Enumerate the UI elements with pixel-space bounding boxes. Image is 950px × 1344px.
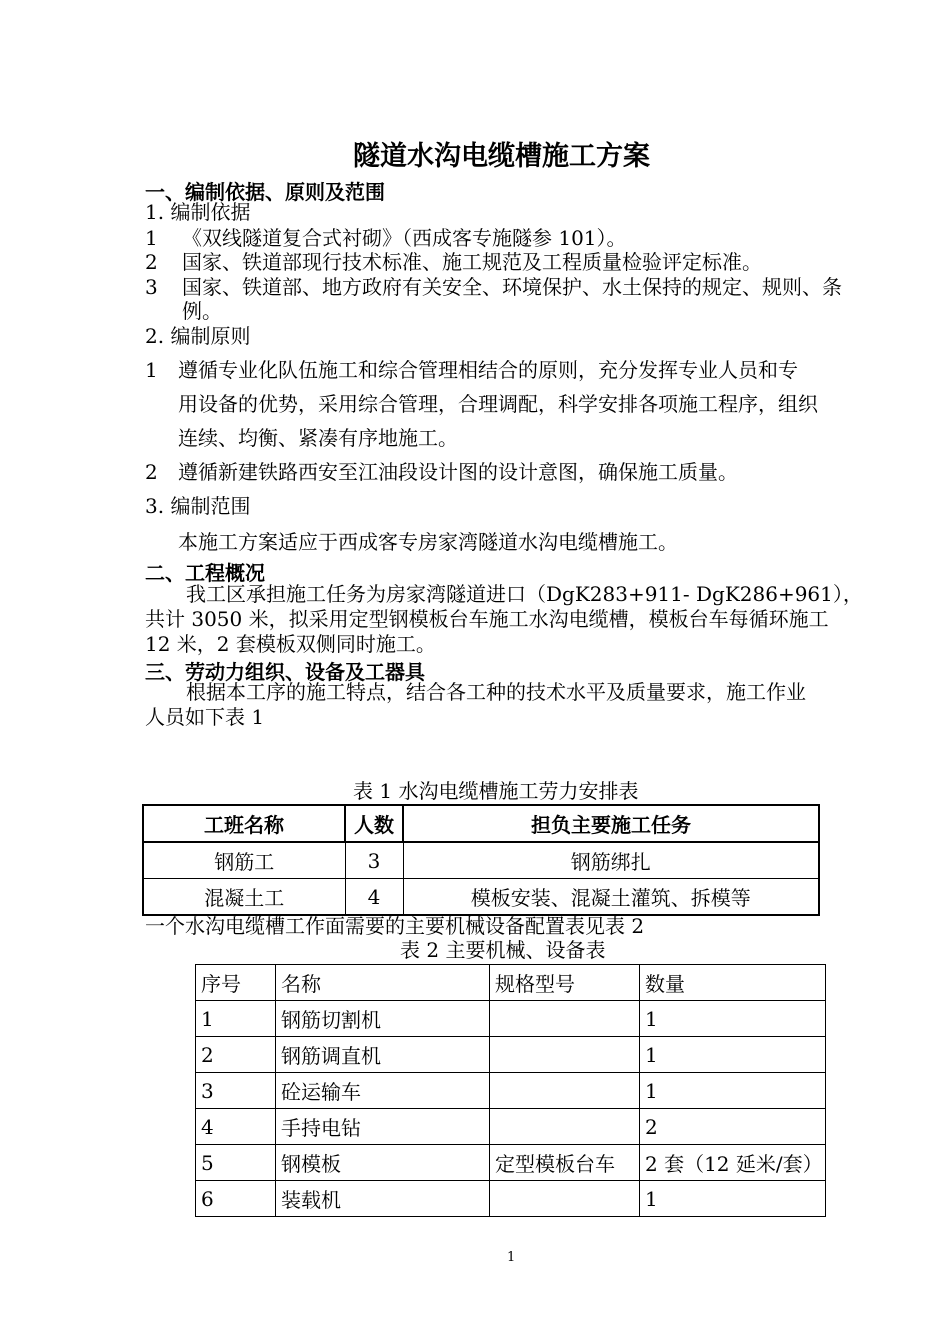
table-cell: 模板安装、混凝土灌筑、拆模等 — [403, 879, 819, 916]
overview-line-1: 我工区承担施工任务为房家湾隧道进口（DgK283+911- DgK286+961）， — [186, 582, 863, 606]
equipment-intro: 一个水沟电缆槽工作面需要的主要机械设备配置表见表 2 — [145, 914, 645, 938]
table-header-cell: 人数 — [345, 805, 403, 842]
table-header-cell: 工班名称 — [143, 805, 345, 842]
table-cell: 装载机 — [276, 1181, 490, 1217]
table-header-row — [196, 965, 826, 1001]
table-row — [196, 1181, 826, 1217]
table-cell — [490, 1181, 640, 1217]
table-cell: 钢筋调直机 — [276, 1037, 490, 1073]
scope-text: 本施工方案适应于西成客专房家湾隧道水沟电缆槽施工。 — [178, 530, 678, 554]
table-cell: 1 — [640, 1037, 826, 1073]
table-row — [196, 1073, 826, 1109]
subsection-principle: 2. 编制原则 — [145, 324, 251, 348]
table-cell: 砼运输车 — [276, 1073, 490, 1109]
table-1-caption: 表 1 水沟电缆槽施工劳力安排表 — [353, 779, 639, 803]
subsection-basis: 1. 编制依据 — [145, 200, 251, 224]
subsection-scope: 3. 编制范围 — [145, 494, 251, 518]
table-cell: 1 — [196, 1001, 276, 1037]
table-cell: 手持电钻 — [276, 1109, 490, 1145]
table-cell: 1 — [640, 1181, 826, 1217]
table-cell: 钢筋工 — [143, 842, 345, 879]
principle-1-line-1: 遵循专业化队伍施工和综合管理相结合的原则，充分发挥专业人员和专 — [178, 358, 798, 382]
table-row — [196, 1145, 826, 1181]
labor-line-2: 人员如下表 1 — [145, 705, 265, 729]
table-cell — [490, 1109, 640, 1145]
table-cell: 钢筋切割机 — [276, 1001, 490, 1037]
basis-item-3-cont: 例。 — [182, 299, 222, 323]
page-number: 1 — [507, 1250, 516, 1265]
table-cell: 4 — [345, 879, 403, 916]
section-1-heading: 一、编制依据、原则及范围 — [145, 180, 385, 204]
labor-table — [142, 804, 820, 916]
table-header-cell: 序号 — [196, 965, 276, 1001]
basis-item-1: 1 《双线隧道复合式衬砌》（西成客专施隧参 101）。 — [145, 226, 627, 250]
equipment-table — [195, 964, 826, 1217]
table-row — [143, 842, 819, 879]
table-cell — [490, 1001, 640, 1037]
table-header-cell: 担负主要施工任务 — [403, 805, 819, 842]
principle-1-line-3: 连续、均衡、紧凑有序地施工。 — [178, 426, 458, 450]
table-2-caption: 表 2 主要机械、设备表 — [400, 938, 606, 962]
table-cell: 4 — [196, 1109, 276, 1145]
table-cell: 定型模板台车 — [490, 1145, 640, 1181]
table-row — [196, 1001, 826, 1037]
section-2-heading: 二、工程概况 — [145, 561, 265, 585]
table-cell: 2 — [640, 1109, 826, 1145]
table-cell: 钢筋绑扎 — [403, 842, 819, 879]
table-row — [196, 1037, 826, 1073]
page-title: 隧道水沟电缆槽施工方案 — [353, 141, 650, 172]
table-cell — [490, 1073, 640, 1109]
overview-line-2: 共计 3050 米，拟采用定型钢模板台车施工水沟电缆槽，模板台车每循环施工 — [145, 607, 829, 631]
table-cell: 6 — [196, 1181, 276, 1217]
table-header-cell: 数量 — [640, 965, 826, 1001]
table-cell: 钢模板 — [276, 1145, 490, 1181]
principle-2-text: 遵循新建铁路西安至江油段设计图的设计意图，确保施工质量。 — [178, 460, 738, 484]
table-cell — [490, 1037, 640, 1073]
basis-item-2: 2 国家、铁道部现行技术标准、施工规范及工程质量检验评定标准。 — [145, 250, 762, 274]
table-header-cell: 名称 — [276, 965, 490, 1001]
principle-1-num: 1 — [145, 358, 158, 382]
table-cell: 2 — [196, 1037, 276, 1073]
table-cell: 混凝土工 — [143, 879, 345, 916]
table-cell: 3 — [196, 1073, 276, 1109]
table-row — [196, 1109, 826, 1145]
overview-line-3: 12 米，2 套模板双侧同时施工。 — [145, 632, 436, 656]
principle-2-num: 2 — [145, 460, 158, 484]
table-header-row — [143, 805, 819, 842]
table-cell: 2 套（12 延米/套） — [640, 1145, 826, 1181]
section-3-heading: 三、劳动力组织、设备及工器具 — [145, 660, 425, 684]
table-header-cell: 规格型号 — [490, 965, 640, 1001]
basis-item-3: 3 国家、铁道部、地方政府有关安全、环境保护、水土保持的规定、规则、条 — [145, 275, 842, 299]
table-cell: 3 — [345, 842, 403, 879]
table-row — [143, 879, 819, 916]
table-cell: 1 — [640, 1073, 826, 1109]
principle-1-line-2: 用设备的优势，采用综合管理，合理调配，科学安排各项施工程序，组织 — [178, 392, 818, 416]
labor-line-1: 根据本工序的施工特点，结合各工种的技术水平及质量要求，施工作业 — [186, 680, 806, 704]
table-cell: 5 — [196, 1145, 276, 1181]
table-cell: 1 — [640, 1001, 826, 1037]
